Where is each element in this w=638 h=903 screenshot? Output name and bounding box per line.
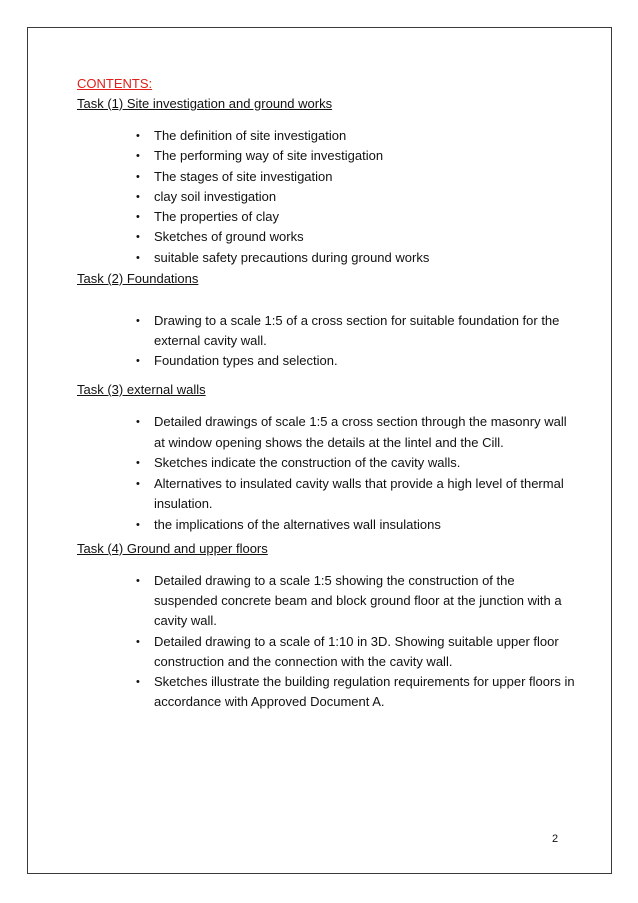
list-item [77,351,577,371]
list-item [77,515,577,536]
list-item-text: Sketches indicate the construction of the cavity walls. [154,455,461,471]
list-item [77,227,577,247]
task-3-title: Task (3) external walls [77,382,206,398]
bullet-icon: • [136,231,140,244]
task-4-list [77,571,577,712]
list-item-text: The stages of site investigation [154,168,333,184]
list-item [77,632,577,672]
bullet-icon: • [136,130,140,142]
list-item-text: suitable safety precautions during ground works [154,249,430,265]
list-item [77,126,577,146]
task-1-title: Task (1) Site investigation and ground works [77,96,333,111]
list-item [77,453,577,474]
contents-heading: CONTENTS: [77,76,153,91]
list-item [77,311,577,351]
bullet-icon: • [136,170,140,183]
bullet-icon: • [136,251,140,264]
bullet-icon: • [136,457,140,470]
bullet-icon: • [136,518,140,531]
task-1-list [77,126,577,268]
list-item-text: Sketches of ground works [154,229,304,245]
list-item-text: Detailed drawing to a scale of 1:10 in 3D. Showing suitable upper floor construction and the connection with the cavity wall. [154,633,559,669]
list-item-text: Detailed drawings of scale 1:5 a cross section through the masonry wall at window opening shows the details at the lintel and the Cill. [154,414,567,450]
bullet-icon: • [136,477,140,490]
bullet-icon: • [136,416,140,429]
list-item-text: clay soil investigation [154,188,277,204]
list-item-text: the implications of the alternatives wall insulations [154,516,441,532]
bullet-icon: • [136,211,140,224]
list-item [77,571,577,632]
list-item [77,187,577,207]
list-item [77,248,577,268]
list-item-text: Detailed drawing to a scale 1:5 showing the construction of the suspended concrete beam and block ground floor at the junction with a cavity wall. [154,573,562,629]
bullet-icon: • [136,315,140,328]
list-item [77,672,577,712]
list-item-text: Drawing to a scale 1:5 of a cross section for suitable foundation for the external cavity wall. [154,313,560,349]
bullet-icon: • [136,635,140,648]
list-item-text: Sketches illustrate the building regulation requirements for upper floors in accordance with Approved Document A. [154,674,575,710]
bullet-icon: • [136,575,140,588]
list-item [77,146,577,166]
list-item-text: Foundation types and selection. [154,353,338,369]
task-2-title: Task (2) Foundations [77,271,199,287]
task-3-list [77,412,577,535]
page-number: 2 [552,833,559,845]
bullet-icon: • [136,676,140,689]
bullet-icon: • [136,190,140,203]
list-item [77,412,577,453]
list-item-text: The definition of site investigation [154,128,347,143]
list-item [77,207,577,227]
list-item-text: The properties of clay [154,209,280,225]
task-2-list [77,311,577,371]
task-4-title: Task (4) Ground and upper floors [77,541,268,557]
list-item [77,167,577,187]
bullet-icon: • [136,150,140,163]
list-item-text: Alternatives to insulated cavity walls that provide a high level of thermal insulation. [154,475,564,512]
list-item [77,474,577,515]
bullet-icon: • [136,355,140,368]
contents-page [77,74,577,713]
list-item-text: The performing way of site investigation [154,148,384,164]
